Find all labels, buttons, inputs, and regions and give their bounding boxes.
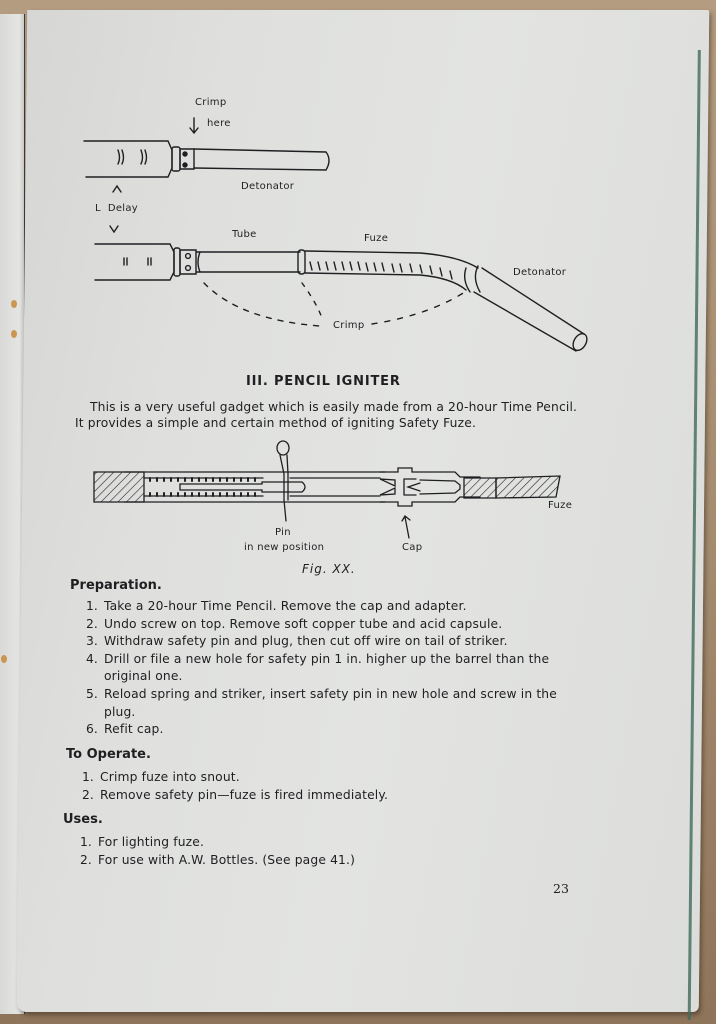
preparation-heading: Preparation.	[70, 578, 162, 593]
page-number: 23	[553, 881, 569, 896]
delay-label: L Delay	[95, 203, 139, 214]
preparation-list	[76, 598, 557, 739]
list-item: 2. Undo screw on top. Remove soft copper tube and acid capsule.	[85, 616, 503, 631]
list-item: 1. Crimp fuze into snout.	[81, 770, 240, 784]
fuze-label-upper: Fuze	[364, 233, 389, 244]
list-item-continuation: plug.	[104, 704, 136, 719]
list-item-continuation: original one.	[104, 669, 183, 684]
tube-label: Tube	[232, 229, 257, 240]
operate-heading: To Operate.	[66, 747, 151, 762]
intro-line-2: It provides a simple and certain method of igniting Safety Fuze.	[75, 416, 476, 430]
section-title: III. PENCIL IGNITER	[246, 374, 401, 389]
cap-label: Cap	[402, 542, 423, 553]
list-item: 1. Take a 20-hour Time Pencil. Remove the cap and adapter.	[85, 599, 467, 613]
detonator-label-lower: Detonator	[513, 267, 567, 278]
list-item: 6. Refit cap.	[85, 722, 164, 737]
crimp-label-lower: Crimp	[333, 320, 365, 331]
list-item: 4. Drill or file a new hole for safety pin 1 in. higher up the barrel than the	[85, 651, 550, 666]
figure-caption: Fig. XX.	[302, 562, 356, 576]
uses-list	[70, 833, 355, 869]
pin-position-label: in new position	[244, 542, 325, 553]
list-item: 2. Remove safety pin—fuze is fired immediately.	[81, 788, 389, 802]
uses-heading: Uses.	[63, 812, 103, 827]
list-item: 1. For lighting fuze.	[79, 835, 205, 849]
crimp-here-label: here	[207, 118, 231, 129]
fuze-label: Fuze	[548, 500, 573, 511]
operate-list	[72, 768, 388, 804]
rust-stain	[1, 655, 7, 663]
list-item: 3. Withdraw safety pin and plug, then cut off wire on tail of striker.	[85, 634, 508, 649]
crimp-label: Crimp	[195, 97, 227, 108]
pin-label: Pin	[275, 527, 291, 538]
list-item: 5. Reload spring and striker, insert safety pin in new hole and screw in the	[85, 686, 557, 701]
list-item: 2. For use with A.W. Bottles. (See page 41.)	[79, 853, 356, 867]
detonator-label-upper: Detonator	[241, 181, 295, 192]
intro-line-1: This is a very useful gadget which is easily made from a 20-hour Time Pencil.	[90, 400, 578, 414]
